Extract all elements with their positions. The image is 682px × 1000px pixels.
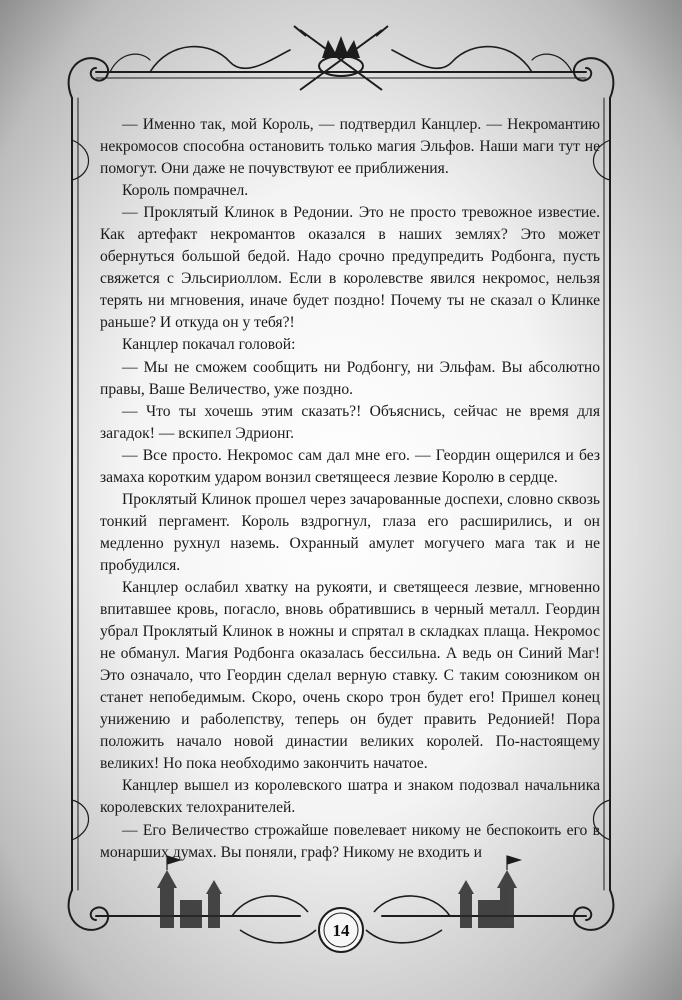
paragraph-6: — Что ты хочешь этим сказать?! Объяснись, сейчас не время для загадок! — вскипел Эдрионг. bbox=[100, 402, 600, 442]
page-number: 14 bbox=[332, 921, 350, 940]
paragraph-9: Канцлер ослабил хватку на рукояти, и светящееся лезвие, мгновенно впитавшее кровь, погасло, вновь обратившись в черный металл. Геордин убрал Проклятый Клинок в ножны и спрятал в складках плаща. Некромос не обманул. Магия Родбонга оказалась бессильна. А ведь он Синий Маг! Это означало, что Геордин сделал верную ставку. С таким союзником он станет непобедимым. Скоро, очень скоро трон будет его! Пришел конец унижению и раболепству, теперь он будет править Редонией! Пора положить начало новой династии великих королей. По-настоящему великих! Но пока необходимо закончить начатое. bbox=[100, 578, 600, 773]
paragraph-10: Канцлер вышел из королевского шатра и знаком подозвал начальника королевских телохранителей. bbox=[100, 777, 600, 817]
story-text bbox=[100, 114, 600, 864]
paragraph-11: — Его Величество строжайше повелевает никому не беспокоить его в монарших думах. Вы поняли, граф? Никому не входить и bbox=[100, 821, 600, 861]
paragraph-8: Проклятый Клинок прошел через зачарованные доспехи, словно сквозь тонкий пергамент. Король вздрогнул, глаза его расширились, и он медленно рухнул наземь. Охранный амулет могучего мага так и не пробудился. bbox=[100, 490, 600, 574]
paragraph-4: Канцлер покачал головой: bbox=[122, 336, 296, 354]
paragraph-2: Король помрачнел. bbox=[122, 182, 249, 200]
paragraph-7: — Все просто. Некромос сам дал мне его. — Геордин ощерился и без замаха коротким ударом вонзил светящееся лезвие Королю в сердце. bbox=[100, 446, 600, 486]
paragraph-5: — Мы не сможем сообщить ни Родбонгу, ни Эльфам. Вы абсолютно правы, Ваше Величество, уже поздно. bbox=[100, 358, 600, 398]
paragraph-1: — Именно так, мой Король, — подтвердил Канцлер. — Некромантию некромосов способна остановить только магия Эльфов. Наши маги тут не помогут. Они даже не почувствуют ее приближения. bbox=[100, 116, 600, 178]
paragraph-3: — Проклятый Клинок в Редонии. Это не просто тревожное известие. Как артефакт некромантов оказался в наших землях? Это может обернуться большой бедой. Надо срочно предупредить Родбонга, пусть свяжется с Эльсириоллом. Если в королевстве явился некромос, нельзя терять ни мгновения, иначе будет поздно! Почему ты не сказал о Клинке раньше? И откуда он у тебя?! bbox=[100, 204, 600, 332]
